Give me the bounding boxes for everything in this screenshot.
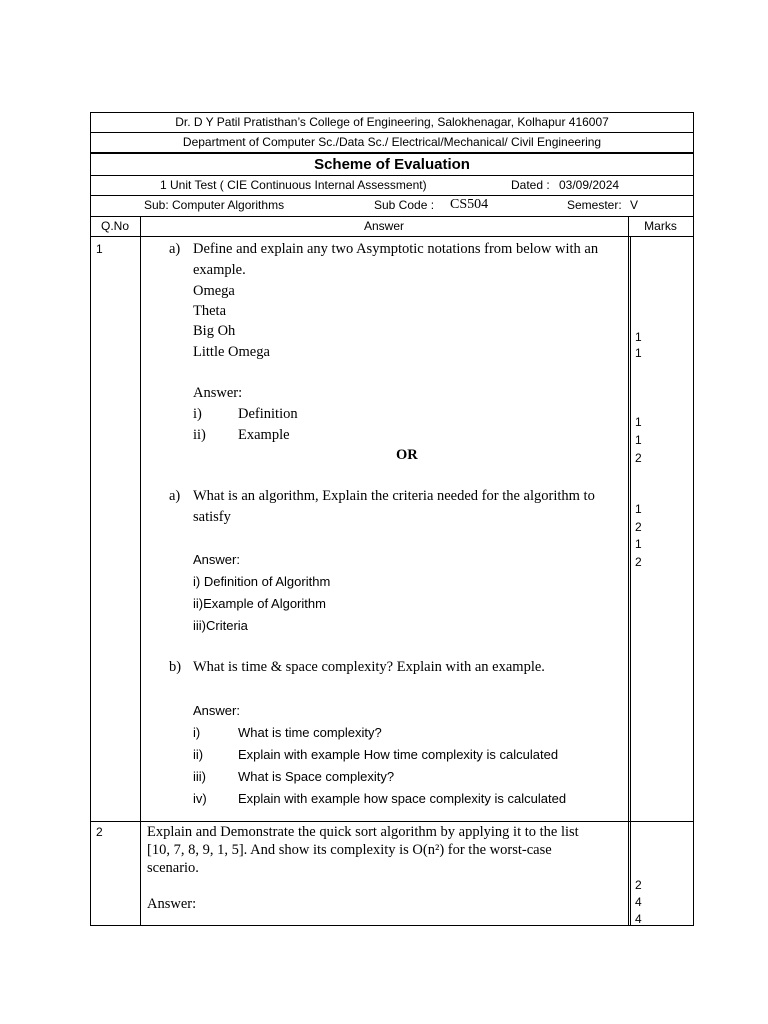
question-text: What is time & space complexity? Explain with an example. (193, 659, 545, 675)
question-text: [10, 7, 8, 9, 1, 5]. And show its complexity is O(n²) for the worst-case (147, 842, 552, 858)
row-divider (90, 132, 694, 133)
answer-label: Answer: (147, 896, 197, 912)
mark-value: 4 (635, 895, 642, 909)
answer-item: ii)Example of Algorithm (193, 596, 326, 611)
answer-label: Answer: (193, 385, 243, 401)
question-text: What is an algorithm, Explain the criteria needed for the algorithm to (193, 488, 595, 504)
college-name: Dr. D Y Patil Pratisthan’s College of Engineering, Salokhenagar, Kolhapur 416007 (175, 115, 609, 129)
answer-label: Answer: (193, 552, 240, 567)
answer-item-text: Explain with example how space complexity is calculated (238, 791, 567, 806)
subject-name: Sub: Computer Algorithms (144, 198, 285, 212)
question-number: 1 (96, 242, 103, 256)
mark-value: 2 (635, 451, 642, 465)
answer-item-number: ii) (193, 747, 204, 762)
column-header-answer: Answer (363, 219, 404, 233)
mark-value: 4 (635, 912, 642, 926)
part-label: a) (169, 488, 181, 504)
notation-item: Omega (193, 283, 235, 299)
answer-item-text: Example (238, 427, 290, 443)
row-divider (90, 216, 694, 217)
notation-item: Little Omega (193, 344, 270, 360)
column-divider (630, 236, 631, 821)
answer-item-number: iii) (193, 769, 206, 784)
answer-item: iii)Criteria (193, 618, 248, 633)
mark-value: 1 (635, 433, 642, 447)
test-name: 1 Unit Test ( CIE Continuous Internal Assessment) (160, 178, 427, 192)
part-label: a) (169, 241, 181, 257)
column-divider (628, 216, 629, 926)
department-name: Department of Computer Sc./Data Sc./ Electrical/Mechanical/ Civil Engineering (182, 135, 602, 149)
mark-value: 1 (635, 502, 642, 516)
answer-item-number: ii) (193, 427, 206, 443)
mark-value: 2 (635, 520, 642, 534)
page-title: Scheme of Evaluation (314, 156, 470, 173)
dated-value: 03/09/2024 (559, 178, 620, 192)
row-divider (90, 236, 694, 237)
question-text: satisfy (193, 509, 231, 525)
answer-item-text: Explain with example How time complexity is calculated (238, 747, 559, 762)
answer-label: Answer: (193, 703, 240, 718)
answer-item-number: i) (193, 725, 201, 740)
mark-value: 1 (635, 415, 642, 429)
answer-item-number: iv) (193, 791, 207, 806)
row-divider (90, 175, 694, 176)
answer-item-text: What is time complexity? (238, 725, 382, 740)
notation-item: Big Oh (193, 323, 236, 339)
subcode-value: CS504 (450, 197, 489, 212)
semester-label: Semester: (567, 198, 622, 212)
mark-value: 1 (635, 330, 642, 344)
question-text: scenario. (147, 860, 199, 876)
or-separator: OR (396, 447, 418, 463)
question-number: 2 (96, 825, 103, 839)
row-divider (90, 152, 694, 154)
answer-item-text: What is Space complexity? (238, 769, 395, 784)
part-label: b) (169, 659, 182, 675)
mark-value: 1 (635, 537, 642, 551)
dated-label: Dated : (511, 178, 550, 192)
subcode-label: Sub Code : (374, 198, 435, 212)
mark-value: 1 (635, 346, 642, 360)
answer-item-text: Definition (238, 406, 298, 422)
table-border-right (693, 112, 694, 926)
column-header-marks: Marks (644, 219, 677, 233)
mark-value: 2 (635, 878, 642, 892)
question-text: example. (193, 262, 246, 278)
semester-value: V (630, 198, 639, 212)
column-header-qno: Q.No (100, 219, 129, 233)
mark-value: 2 (635, 555, 642, 569)
question-text: Explain and Demonstrate the quick sort algorithm by applying it to the list (147, 824, 579, 840)
row-divider (90, 821, 694, 822)
answer-item-number: i) (193, 406, 202, 422)
table-border-bottom (90, 925, 694, 926)
table-border-top (90, 112, 694, 113)
notation-item: Theta (193, 303, 227, 319)
row-divider (90, 195, 694, 196)
question-text: Define and explain any two Asymptotic notations from below with an (193, 241, 599, 257)
table-border-left (90, 112, 91, 926)
column-divider (140, 216, 141, 926)
answer-item: i) Definition of Algorithm (193, 574, 331, 589)
column-divider (630, 822, 631, 925)
